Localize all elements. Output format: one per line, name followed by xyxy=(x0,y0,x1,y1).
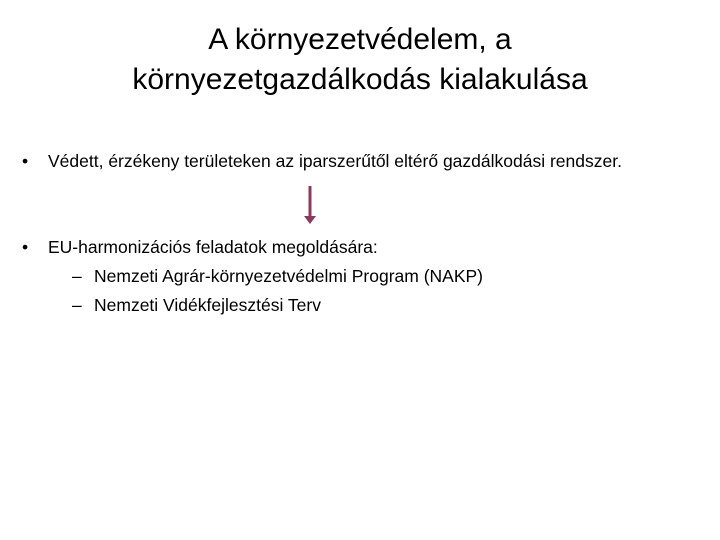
title-line-1: A környezetvédelem, a xyxy=(208,23,512,56)
bullet-text-2: EU-harmonizációs feladatok megoldására: xyxy=(48,237,378,257)
bullet-item-2 xyxy=(22,236,378,258)
arrow-down-icon xyxy=(300,186,320,226)
bullet-marker: • xyxy=(22,237,29,257)
sub-item-text-1: Nemzeti Agrár-környezetvédelmi Program (NAKP) xyxy=(94,266,484,286)
sub-item-text-2: Nemzeti Vidékfejlesztési Terv xyxy=(94,295,321,315)
sub-item-marker: – xyxy=(72,266,82,286)
bullet-item-1 xyxy=(22,150,622,172)
bullet-marker: • xyxy=(22,151,29,171)
slide-title xyxy=(60,20,660,100)
title-line-2: környezetgazdálkodás kialakulása xyxy=(132,63,588,96)
sub-item-marker: – xyxy=(72,295,82,315)
sub-item-2 xyxy=(72,294,321,316)
sub-item-1 xyxy=(72,265,483,287)
bullet-text-1: Védett, érzékeny területeken az iparszerűtől eltérő gazdálkodási rendszer. xyxy=(48,151,622,171)
